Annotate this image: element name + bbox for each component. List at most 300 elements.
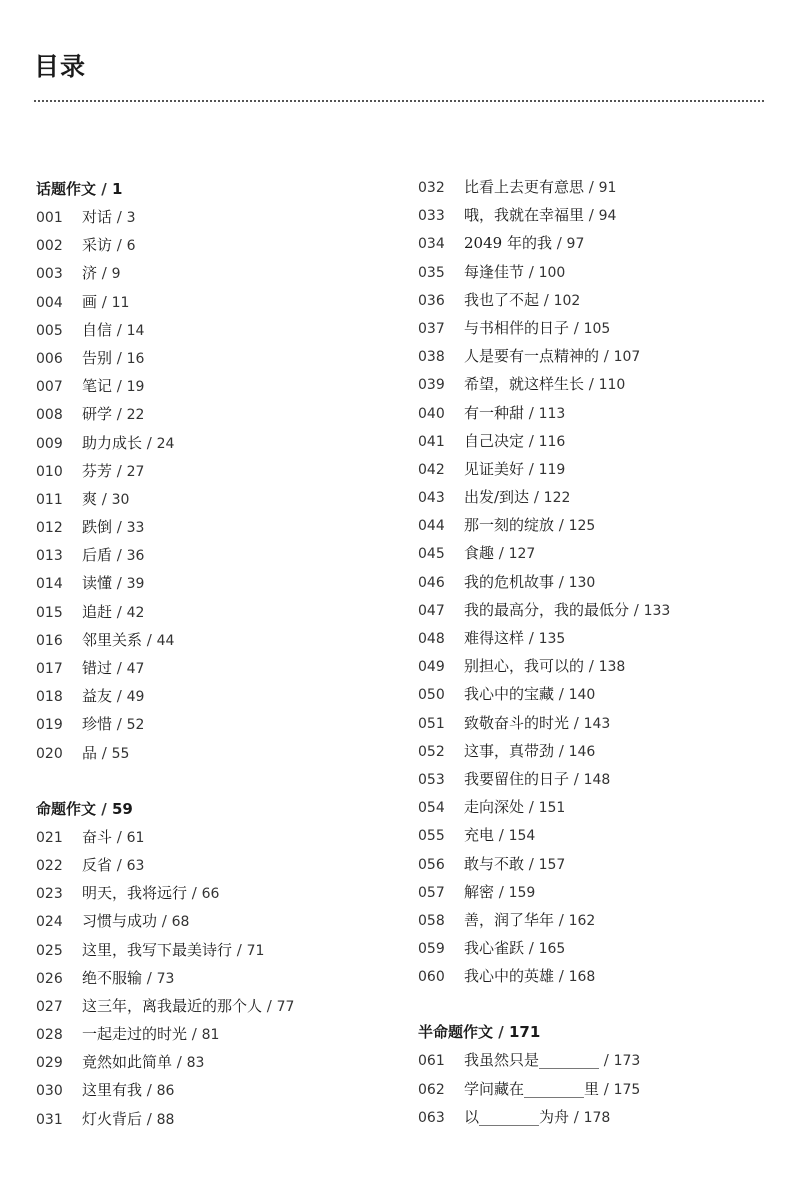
entry-title: 我心中的宝藏 bbox=[464, 685, 555, 704]
entry-number: 007 bbox=[36, 379, 63, 396]
entry-page: 173 bbox=[613, 1053, 641, 1070]
entry-page: 33 bbox=[126, 520, 145, 537]
toc-entry[interactable] bbox=[418, 342, 778, 370]
page-separator: / bbox=[112, 348, 127, 367]
entry-number: 036 bbox=[418, 292, 445, 309]
entry-number: 015 bbox=[36, 604, 63, 621]
page-separator: / bbox=[554, 516, 569, 535]
page-separator: / bbox=[142, 968, 157, 987]
entry-title: 反省 bbox=[82, 855, 113, 874]
page-separator: / bbox=[172, 1053, 187, 1072]
entry-page: 97 bbox=[566, 236, 585, 253]
entry-number: 043 bbox=[418, 490, 445, 507]
entry-page: 130 bbox=[568, 574, 596, 591]
toc-entry[interactable] bbox=[36, 457, 396, 485]
entry-page: 154 bbox=[508, 828, 536, 845]
toc-entry[interactable] bbox=[418, 962, 778, 990]
entry-page: 125 bbox=[568, 518, 596, 535]
page-separator: / bbox=[569, 713, 584, 732]
toc-entry[interactable] bbox=[36, 1105, 396, 1133]
page-separator: / bbox=[112, 574, 127, 593]
entry-title: 研学 bbox=[82, 405, 113, 424]
page-separator: / bbox=[112, 715, 127, 734]
toc-entry[interactable] bbox=[36, 739, 396, 767]
toc-entry[interactable] bbox=[36, 992, 396, 1020]
entry-page: 9 bbox=[111, 266, 121, 283]
entry-number: 037 bbox=[418, 320, 445, 337]
page-title: 目录 bbox=[34, 52, 87, 81]
toc-entry[interactable] bbox=[418, 1046, 778, 1074]
entry-title: 食趣 bbox=[464, 544, 495, 563]
entry-number: 049 bbox=[418, 659, 445, 676]
entry-number: 032 bbox=[418, 180, 445, 196]
entry-page: 100 bbox=[538, 264, 566, 281]
entry-title: 习惯与成功 bbox=[82, 912, 158, 931]
toc-entry[interactable] bbox=[36, 513, 396, 541]
entry-page: 73 bbox=[156, 970, 175, 987]
toc-entry[interactable] bbox=[418, 737, 778, 765]
entry-title: 芬芳 bbox=[82, 461, 113, 480]
entry-number: 060 bbox=[418, 969, 445, 986]
page-separator: / bbox=[599, 1079, 614, 1098]
entry-page: 24 bbox=[156, 435, 175, 452]
entry-title: 济 bbox=[82, 264, 98, 283]
entry-title: 后盾 bbox=[82, 546, 113, 565]
entry-title: 竟然如此简单 bbox=[82, 1053, 173, 1072]
entry-title: 灯火背后 bbox=[82, 1109, 143, 1128]
page-separator: / bbox=[112, 208, 127, 226]
page-separator: / bbox=[529, 488, 544, 507]
toc-entry[interactable] bbox=[36, 936, 396, 964]
section-title: 半命题作文 bbox=[418, 1023, 494, 1042]
toc-entry[interactable] bbox=[418, 1075, 778, 1103]
toc-entry[interactable] bbox=[418, 878, 778, 906]
page-separator: / bbox=[584, 657, 599, 676]
entry-number: 005 bbox=[36, 322, 63, 339]
toc-entry[interactable] bbox=[418, 258, 778, 286]
entry-number: 048 bbox=[418, 631, 445, 647]
entry-number: 030 bbox=[36, 1083, 63, 1100]
toc-entry[interactable] bbox=[36, 429, 396, 457]
page-separator: / bbox=[524, 629, 539, 647]
page-separator: / bbox=[112, 405, 127, 424]
entry-title: 出发/到达 bbox=[464, 488, 530, 507]
entry-title: 奋斗 bbox=[82, 827, 113, 846]
page-separator: / bbox=[569, 318, 584, 337]
toc-entry[interactable] bbox=[36, 1020, 396, 1048]
title-divider bbox=[34, 100, 764, 102]
page-separator: / bbox=[554, 685, 569, 704]
entry-title: 我虽然只是________ bbox=[464, 1051, 600, 1070]
entry-page: 113 bbox=[538, 405, 566, 422]
toc-entry[interactable] bbox=[36, 259, 396, 287]
entry-title: 这三年，离我最近的那个人 bbox=[82, 996, 263, 1015]
entry-number: 006 bbox=[36, 350, 63, 367]
toc-entry[interactable] bbox=[418, 906, 778, 934]
toc-entry[interactable] bbox=[418, 652, 778, 680]
entry-page: 143 bbox=[583, 715, 611, 732]
entry-title: 品 bbox=[82, 743, 98, 762]
toc-entry[interactable] bbox=[36, 879, 396, 907]
toc-entry[interactable] bbox=[36, 710, 396, 738]
entry-title: 充电 bbox=[464, 826, 495, 845]
page-separator: / bbox=[157, 912, 172, 931]
page-separator: / bbox=[524, 262, 539, 281]
page-separator: / bbox=[584, 206, 599, 225]
page-separator: / bbox=[112, 461, 127, 480]
entry-number: 044 bbox=[418, 518, 445, 535]
entry-page: 71 bbox=[246, 942, 265, 959]
toc-entry[interactable] bbox=[418, 709, 778, 737]
entry-page: 14 bbox=[126, 322, 145, 339]
page-separator: / bbox=[554, 741, 569, 760]
entry-title: 这事，真带劲 bbox=[464, 741, 555, 760]
entry-title: 2049 年的我 bbox=[464, 234, 552, 253]
entry-title: 一起走过的时光 bbox=[82, 1025, 188, 1044]
entry-page: 119 bbox=[538, 461, 566, 478]
page-separator: / bbox=[551, 234, 567, 253]
entry-number: 025 bbox=[36, 942, 63, 959]
toc-entry[interactable] bbox=[418, 455, 778, 483]
entry-number: 001 bbox=[36, 210, 63, 226]
entry-title: 我也了不起 bbox=[464, 290, 540, 309]
entry-page: 178 bbox=[583, 1109, 611, 1126]
entry-page: 151 bbox=[538, 800, 566, 817]
toc-entry[interactable] bbox=[418, 821, 778, 849]
toc-entry[interactable] bbox=[418, 568, 778, 596]
entry-page: 61 bbox=[126, 829, 145, 846]
toc-entry[interactable] bbox=[36, 1048, 396, 1076]
entry-number: 013 bbox=[36, 548, 63, 565]
entry-title: 学问藏在________里 bbox=[464, 1079, 600, 1098]
page-separator: / bbox=[569, 769, 584, 788]
toc-entry[interactable] bbox=[418, 765, 778, 793]
page-separator: / bbox=[187, 884, 202, 903]
entry-title: 笔记 bbox=[82, 377, 113, 396]
page-separator: / bbox=[494, 882, 509, 901]
entry-number: 054 bbox=[418, 800, 445, 817]
entry-number: 019 bbox=[36, 717, 63, 734]
page-separator: / bbox=[524, 403, 539, 422]
entry-page: 122 bbox=[543, 490, 571, 507]
entry-page: 133 bbox=[643, 602, 671, 619]
toc-entry[interactable] bbox=[36, 964, 396, 992]
page-separator: / bbox=[584, 178, 599, 196]
entry-title: 难得这样 bbox=[464, 629, 525, 647]
entry-page: 94 bbox=[598, 208, 617, 225]
entry-number: 050 bbox=[418, 687, 445, 704]
toc-entry[interactable] bbox=[418, 850, 778, 878]
toc-entry[interactable] bbox=[418, 483, 778, 511]
page-separator: / bbox=[97, 264, 112, 283]
entry-number: 061 bbox=[418, 1053, 445, 1070]
page-separator: / bbox=[112, 687, 127, 706]
page-separator: / bbox=[96, 799, 112, 818]
entry-page: 68 bbox=[171, 914, 190, 931]
toc-entry[interactable] bbox=[36, 569, 396, 597]
entry-page: 55 bbox=[111, 745, 130, 762]
entry-title: 善，润了华年 bbox=[464, 910, 555, 929]
entry-page: 159 bbox=[508, 884, 536, 901]
toc-entry[interactable] bbox=[36, 626, 396, 654]
entry-title: 哦，我就在幸福里 bbox=[464, 206, 585, 225]
entry-page: 16 bbox=[126, 350, 145, 367]
entry-page: 49 bbox=[126, 689, 145, 706]
page-separator: / bbox=[262, 996, 277, 1015]
toc-right-column bbox=[418, 173, 778, 1131]
entry-number: 062 bbox=[418, 1081, 445, 1098]
entry-title: 那一刻的绽放 bbox=[464, 516, 555, 535]
entry-title: 走向深处 bbox=[464, 798, 525, 817]
toc-entry[interactable] bbox=[418, 370, 778, 398]
entry-page: 63 bbox=[126, 857, 145, 874]
page-separator: / bbox=[524, 459, 539, 478]
entry-page: 148 bbox=[583, 771, 611, 788]
toc-entry[interactable] bbox=[36, 485, 396, 513]
entry-number: 046 bbox=[418, 574, 445, 591]
entry-page: 135 bbox=[538, 631, 566, 647]
page-separator: / bbox=[584, 375, 599, 394]
entry-page: 39 bbox=[126, 576, 145, 593]
section-heading[interactable] bbox=[36, 795, 396, 823]
page-separator: / bbox=[112, 602, 127, 621]
page-separator: / bbox=[112, 236, 127, 255]
entry-page: 168 bbox=[568, 969, 596, 986]
entry-page: 138 bbox=[598, 659, 626, 676]
entry-page: 105 bbox=[583, 320, 611, 337]
section-title: 话题作文 bbox=[36, 180, 97, 198]
toc-entry[interactable] bbox=[418, 427, 778, 455]
section-heading[interactable] bbox=[418, 1018, 778, 1046]
toc-entry[interactable] bbox=[36, 203, 396, 231]
entry-number: 021 bbox=[36, 829, 63, 846]
entry-page: 42 bbox=[126, 604, 145, 621]
entry-number: 022 bbox=[36, 857, 63, 874]
entry-number: 002 bbox=[36, 238, 63, 255]
entry-title: 别担心，我可以的 bbox=[464, 657, 585, 676]
entry-page: 81 bbox=[201, 1027, 220, 1044]
entry-page: 127 bbox=[508, 546, 536, 563]
entry-page: 157 bbox=[538, 856, 566, 873]
page-separator: / bbox=[112, 377, 127, 396]
entry-number: 038 bbox=[418, 349, 445, 366]
entry-title: 读懂 bbox=[82, 574, 113, 593]
entry-number: 056 bbox=[418, 856, 445, 873]
page-separator: / bbox=[142, 433, 157, 452]
entry-title: 爽 bbox=[82, 489, 98, 508]
entry-page: 91 bbox=[598, 180, 617, 196]
toc-entry[interactable] bbox=[418, 286, 778, 314]
entry-title: 明天，我将远行 bbox=[82, 884, 188, 903]
entry-number: 063 bbox=[418, 1109, 445, 1126]
entry-title: 敢与不敢 bbox=[464, 854, 525, 873]
page-separator: / bbox=[96, 180, 112, 198]
toc-entry[interactable] bbox=[36, 907, 396, 935]
entry-title: 自信 bbox=[82, 320, 113, 339]
entry-page: 116 bbox=[538, 433, 566, 450]
entry-page: 66 bbox=[201, 886, 220, 903]
toc-entry[interactable] bbox=[418, 680, 778, 708]
toc-entry[interactable] bbox=[418, 793, 778, 821]
toc-entry[interactable] bbox=[36, 316, 396, 344]
entry-number: 024 bbox=[36, 914, 63, 931]
page-separator: / bbox=[494, 544, 509, 563]
toc-entry[interactable] bbox=[418, 173, 778, 201]
entry-page: 88 bbox=[156, 1111, 175, 1128]
entry-number: 023 bbox=[36, 886, 63, 903]
entry-number: 059 bbox=[418, 941, 445, 958]
entry-title: 致敬奋斗的时光 bbox=[464, 713, 570, 732]
toc-entry[interactable] bbox=[36, 682, 396, 710]
entry-number: 028 bbox=[36, 1027, 63, 1044]
toc-entry[interactable] bbox=[36, 1076, 396, 1104]
page-separator: / bbox=[524, 798, 539, 817]
page-separator: / bbox=[524, 939, 539, 958]
page-separator: / bbox=[554, 572, 569, 591]
section-spacer bbox=[418, 990, 778, 1018]
toc-entry[interactable] bbox=[418, 314, 778, 342]
toc-entry[interactable] bbox=[418, 1103, 778, 1131]
toc-entry[interactable] bbox=[418, 539, 778, 567]
toc-left-column bbox=[36, 175, 396, 1133]
section-page: 59 bbox=[111, 799, 133, 818]
entry-page: 11 bbox=[111, 294, 130, 311]
entry-page: 22 bbox=[126, 407, 145, 424]
toc-entry[interactable] bbox=[418, 624, 778, 652]
entry-title: 与书相伴的日子 bbox=[464, 318, 570, 337]
entry-number: 029 bbox=[36, 1055, 63, 1072]
page-separator: / bbox=[599, 1051, 614, 1070]
entry-number: 017 bbox=[36, 661, 63, 677]
entry-page: 19 bbox=[126, 379, 145, 396]
page-separator: / bbox=[599, 347, 614, 366]
entry-title: 对话 bbox=[82, 208, 113, 226]
toc-entry[interactable] bbox=[36, 288, 396, 316]
entry-number: 020 bbox=[36, 745, 63, 762]
entry-title: 画 bbox=[82, 292, 98, 311]
entry-page: 175 bbox=[613, 1081, 641, 1098]
entry-title: 见证美好 bbox=[464, 459, 525, 478]
toc-entry[interactable] bbox=[36, 851, 396, 879]
page-separator: / bbox=[554, 910, 569, 929]
entry-title: 追赶 bbox=[82, 602, 113, 621]
section-heading[interactable] bbox=[36, 175, 396, 203]
page-separator: / bbox=[112, 320, 127, 339]
entry-number: 042 bbox=[418, 461, 445, 478]
entry-page: 30 bbox=[111, 491, 130, 508]
entry-page: 36 bbox=[126, 548, 145, 565]
page-separator: / bbox=[112, 659, 127, 677]
page-separator: / bbox=[493, 1023, 509, 1042]
section-title: 命题作文 bbox=[36, 799, 97, 818]
toc-entry[interactable] bbox=[36, 231, 396, 259]
entry-number: 051 bbox=[418, 715, 445, 732]
toc-entry[interactable] bbox=[418, 399, 778, 427]
entry-number: 034 bbox=[418, 236, 445, 253]
entry-title: 我心雀跃 bbox=[464, 939, 525, 958]
entry-page: 44 bbox=[156, 632, 175, 649]
entry-number: 011 bbox=[36, 491, 63, 508]
entry-number: 003 bbox=[36, 266, 63, 283]
page-separator: / bbox=[142, 630, 157, 649]
entry-number: 035 bbox=[418, 264, 445, 281]
entry-page: 52 bbox=[126, 717, 145, 734]
entry-title: 邻里关系 bbox=[82, 630, 143, 649]
toc-entry[interactable] bbox=[36, 541, 396, 569]
toc-entry[interactable] bbox=[36, 823, 396, 851]
entry-title: 我心中的英雄 bbox=[464, 967, 555, 986]
entry-title: 以________为舟 bbox=[464, 1107, 570, 1126]
toc-entry[interactable] bbox=[418, 596, 778, 624]
entry-number: 053 bbox=[418, 771, 445, 788]
page-separator: / bbox=[97, 489, 112, 508]
entry-title: 人是要有一点精神的 bbox=[464, 347, 600, 366]
entry-number: 058 bbox=[418, 912, 445, 929]
toc-entry[interactable] bbox=[418, 229, 778, 257]
entry-number: 026 bbox=[36, 970, 63, 987]
entry-page: 86 bbox=[156, 1083, 175, 1100]
section-page: 1 bbox=[111, 180, 123, 198]
entry-title: 我的危机故事 bbox=[464, 572, 555, 591]
toc-entry[interactable] bbox=[36, 344, 396, 372]
entry-page: 47 bbox=[126, 661, 145, 677]
entry-number: 031 bbox=[36, 1111, 63, 1128]
entry-title: 这里有我 bbox=[82, 1081, 143, 1100]
entry-title: 解密 bbox=[464, 882, 495, 901]
entry-title: 我的最高分，我的最低分 bbox=[464, 600, 630, 619]
toc-entry[interactable] bbox=[418, 201, 778, 229]
entry-page: 102 bbox=[553, 292, 581, 309]
entry-number: 014 bbox=[36, 576, 63, 593]
entry-number: 045 bbox=[418, 546, 445, 563]
entry-title: 珍惜 bbox=[82, 715, 113, 734]
toc-entry[interactable] bbox=[36, 372, 396, 400]
entry-page: 107 bbox=[613, 349, 641, 366]
entry-title: 我要留住的日子 bbox=[464, 769, 570, 788]
page-separator: / bbox=[232, 940, 247, 959]
entry-number: 041 bbox=[418, 433, 445, 450]
entry-page: 6 bbox=[126, 238, 136, 255]
entry-title: 希望，就这样生长 bbox=[464, 375, 585, 394]
entry-title: 这里，我写下最美诗行 bbox=[82, 940, 233, 959]
entry-page: 146 bbox=[568, 743, 596, 760]
page-separator: / bbox=[97, 743, 112, 762]
page-separator: / bbox=[112, 827, 127, 846]
entry-number: 004 bbox=[36, 294, 63, 311]
entry-number: 033 bbox=[418, 208, 445, 225]
toc-entry[interactable] bbox=[418, 934, 778, 962]
section-page: 171 bbox=[508, 1023, 541, 1042]
entry-number: 057 bbox=[418, 884, 445, 901]
toc-entry[interactable] bbox=[36, 598, 396, 626]
page-separator: / bbox=[554, 967, 569, 986]
entry-number: 009 bbox=[36, 435, 63, 452]
entry-title: 益友 bbox=[82, 687, 113, 706]
entry-number: 027 bbox=[36, 998, 63, 1015]
toc-entry[interactable] bbox=[36, 400, 396, 428]
entry-page: 27 bbox=[126, 463, 145, 480]
page-separator: / bbox=[112, 518, 127, 537]
page-separator: / bbox=[187, 1025, 202, 1044]
toc-entry[interactable] bbox=[36, 654, 396, 682]
page-separator: / bbox=[539, 290, 554, 309]
entry-title: 告别 bbox=[82, 348, 113, 367]
entry-page: 83 bbox=[186, 1055, 205, 1072]
toc-entry[interactable] bbox=[418, 511, 778, 539]
page-separator: / bbox=[142, 1109, 157, 1128]
entry-page: 162 bbox=[568, 912, 596, 929]
entry-title: 比看上去更有意思 bbox=[464, 178, 585, 196]
